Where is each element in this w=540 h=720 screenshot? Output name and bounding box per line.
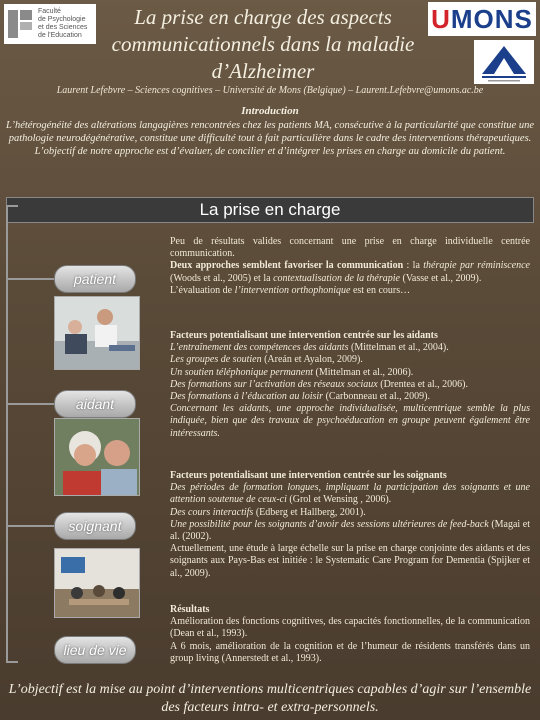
tree-connector <box>6 205 18 663</box>
intro-text: L’hétérogénéité des altérations langagières rencontrées chez les patients MA, consécutive à la particularité que constitue une pathologie neurodégénérative, constitue une difficulté tout à fait particulière dans le cadre des interventions thérapeutiques. L’objectif de notre approche est d’évaluer, de concilier et d’intégrer les prises en charge au domicile du patient. <box>6 120 534 157</box>
faculty-line-3: et des Sciences <box>38 24 88 31</box>
faculty-line-4: de l'Education <box>38 32 82 39</box>
label-patient: patient <box>54 265 136 293</box>
aidant-line-5: Des formations à l’éducation au loisir (Carbonneau et al., 2009). <box>170 391 430 403</box>
soignant-line-4: Actuellement, une étude à large échelle sur la prise en charge conjointe des aidants et des soignants aux Pays-Bas est initiée : le Systematic Care Program for Dementia (Spijker et al., 2009). <box>170 543 530 579</box>
connector-aidant <box>8 403 54 405</box>
faculty-logo <box>4 4 96 44</box>
aidant-line-6: Concernant les aidants, une approche individualisée, multicentrique semble la plus indiquée, bien que des travaux de psychoéducation en groupe peuvent également être intéressants. <box>170 403 530 439</box>
aidant-text <box>170 330 530 440</box>
aidant-line-4: Des formations sur l’activation des réseaux sociaux (Drentea et al., 2006). <box>170 378 468 390</box>
resultats-line-2: A 6 mois, amélioration de la cognition et de l’humeur de résidents transférés dans un group living (Annerstedt et al., 1993). <box>170 640 530 664</box>
intro-heading: Introduction <box>241 105 299 117</box>
soignant-line-2: Des cours interactifs (Edberg et Hallberg, 2001). <box>170 506 366 518</box>
patient-p3: L’évaluation de l’intervention orthophonique est en cours… <box>170 284 411 296</box>
photo-soignant <box>54 548 140 618</box>
institute-logo <box>474 40 534 84</box>
resultats-line-1: Amélioration des fonctions cognitives, des capacités fonctionnelles, de la communication (Dean et al., 1993). <box>170 616 530 640</box>
resultats-text <box>170 604 530 665</box>
aidant-heading: Facteurs potentialisant une intervention centrée sur les aidants <box>170 330 438 341</box>
patient-p1: Peu de résultats valides concernant une prise en charge individuelle centrée communication. <box>170 236 530 260</box>
conclusion-text: L’objectif est la mise au point d’interventions multicentriques capables d’agir sur l’ensemble des facteurs intra- et extra-personnels. <box>8 682 532 715</box>
faculty-line-1: Faculté <box>38 8 61 15</box>
classroom-icon <box>55 549 140 618</box>
photo-aidant <box>54 418 140 496</box>
aidant-line-2: Les groupes de soutien (Areán et Ayalon, 2009). <box>170 354 363 366</box>
section-title: La prise en charge <box>6 197 534 223</box>
authors-line: Laurent Lefebvre – Sciences cognitives – Université de Mons (Belgique) – Laurent.Lefebvre@umons.ac.be <box>56 85 484 96</box>
soignant-text <box>170 470 530 580</box>
poster-title: La prise en charge des aspects communicationnels dans la maladie d’Alzheimer <box>111 5 415 83</box>
therapy-session-icon <box>55 297 140 370</box>
label-soignant: soignant <box>54 512 136 540</box>
faculty-line-2: de Psychologie <box>38 16 86 23</box>
connector-patient <box>8 278 54 280</box>
caregiver-couple-icon <box>55 419 140 496</box>
patient-p2: Deux approches semblent favoriser la communication : la thérapie par réminiscence (Woods et al., 2005) et la contextualisation de la thérapie (Vasse et al., 2009). <box>170 260 530 284</box>
aidant-line-3: Un soutien téléphonique permanent (Mittelman et al., 2006). <box>170 366 414 378</box>
faculty-mark-icon <box>6 8 34 40</box>
soignant-line-1: Des périodes de formation longues, impliquant la participation des soignants et une attention soutenue de ceux-ci (Grol et Wensing , 2006). <box>170 482 530 506</box>
aidant-line-1: L’entraînement des compétences des aidants (Mittelman et al., 2004). <box>170 342 449 354</box>
connector-soignant <box>8 525 54 527</box>
patient-text <box>170 236 530 297</box>
resultats-heading: Résultats <box>170 604 210 615</box>
photo-patient <box>54 296 140 370</box>
soignant-line-3: Une possibilité pour les soignants d’avoir des sessions ultérieures de feed-back (Magai et al. (2002). <box>170 518 531 543</box>
umons-logo: U MONS <box>428 2 536 36</box>
label-aidant: aidant <box>54 390 136 418</box>
label-lieu-de-vie: lieu de vie <box>54 636 136 664</box>
soignant-heading: Facteurs potentialisant une intervention centrée sur les soignants <box>170 470 447 481</box>
triangle-logo-icon <box>474 40 534 84</box>
